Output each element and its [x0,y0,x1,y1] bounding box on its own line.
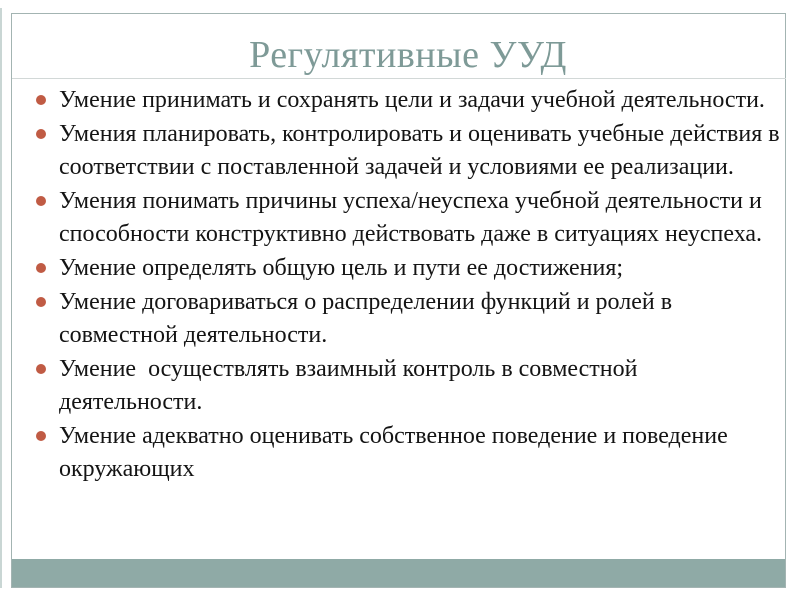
bullet-item [36,353,780,419]
bullet-icon [36,297,46,307]
bullet-text: Умения понимать причины успеха/неуспеха учебной деятельности и способности конструктивно действовать даже в ситуациях неуспеха. [59,188,768,247]
slide-body [36,84,786,487]
bullet-text: Умение осуществлять взаимный контроль в совместной деятельности. [59,356,644,415]
title-underline-rule [12,78,786,79]
bullet-icon [36,196,46,206]
bullet-item [36,286,780,352]
bullet-list [36,84,786,486]
bullet-icon [36,364,46,374]
bullet-text: Умение адекватно оценивать собственное поведение и поведение окружающих [59,423,734,482]
bullet-item [36,252,780,285]
bullet-item [36,185,780,251]
slide-left-edge-accent [0,8,2,588]
bullet-item [36,84,780,117]
bullet-item [36,118,786,184]
bullet-item [36,420,780,486]
bullet-icon [36,263,46,273]
bullet-text: Умение принимать и сохранять цели и задачи учебной деятельности. [59,87,765,113]
bullet-text: Умение определять общую цель и пути ее достижения; [59,255,624,281]
bullet-icon [36,431,46,441]
bottom-accent-band [12,559,785,587]
bullet-text: Умения планировать, контролировать и оценивать учебные действия в соответствии с поставленной задачей и условиями ее реализации. [59,121,786,180]
bullet-icon [36,95,46,105]
bullet-text: Умение договариваться о распределении функций и ролей в совместной деятельности. [59,289,679,348]
bullet-icon [36,129,46,139]
slide-title: Регулятивные УУД [249,34,567,76]
